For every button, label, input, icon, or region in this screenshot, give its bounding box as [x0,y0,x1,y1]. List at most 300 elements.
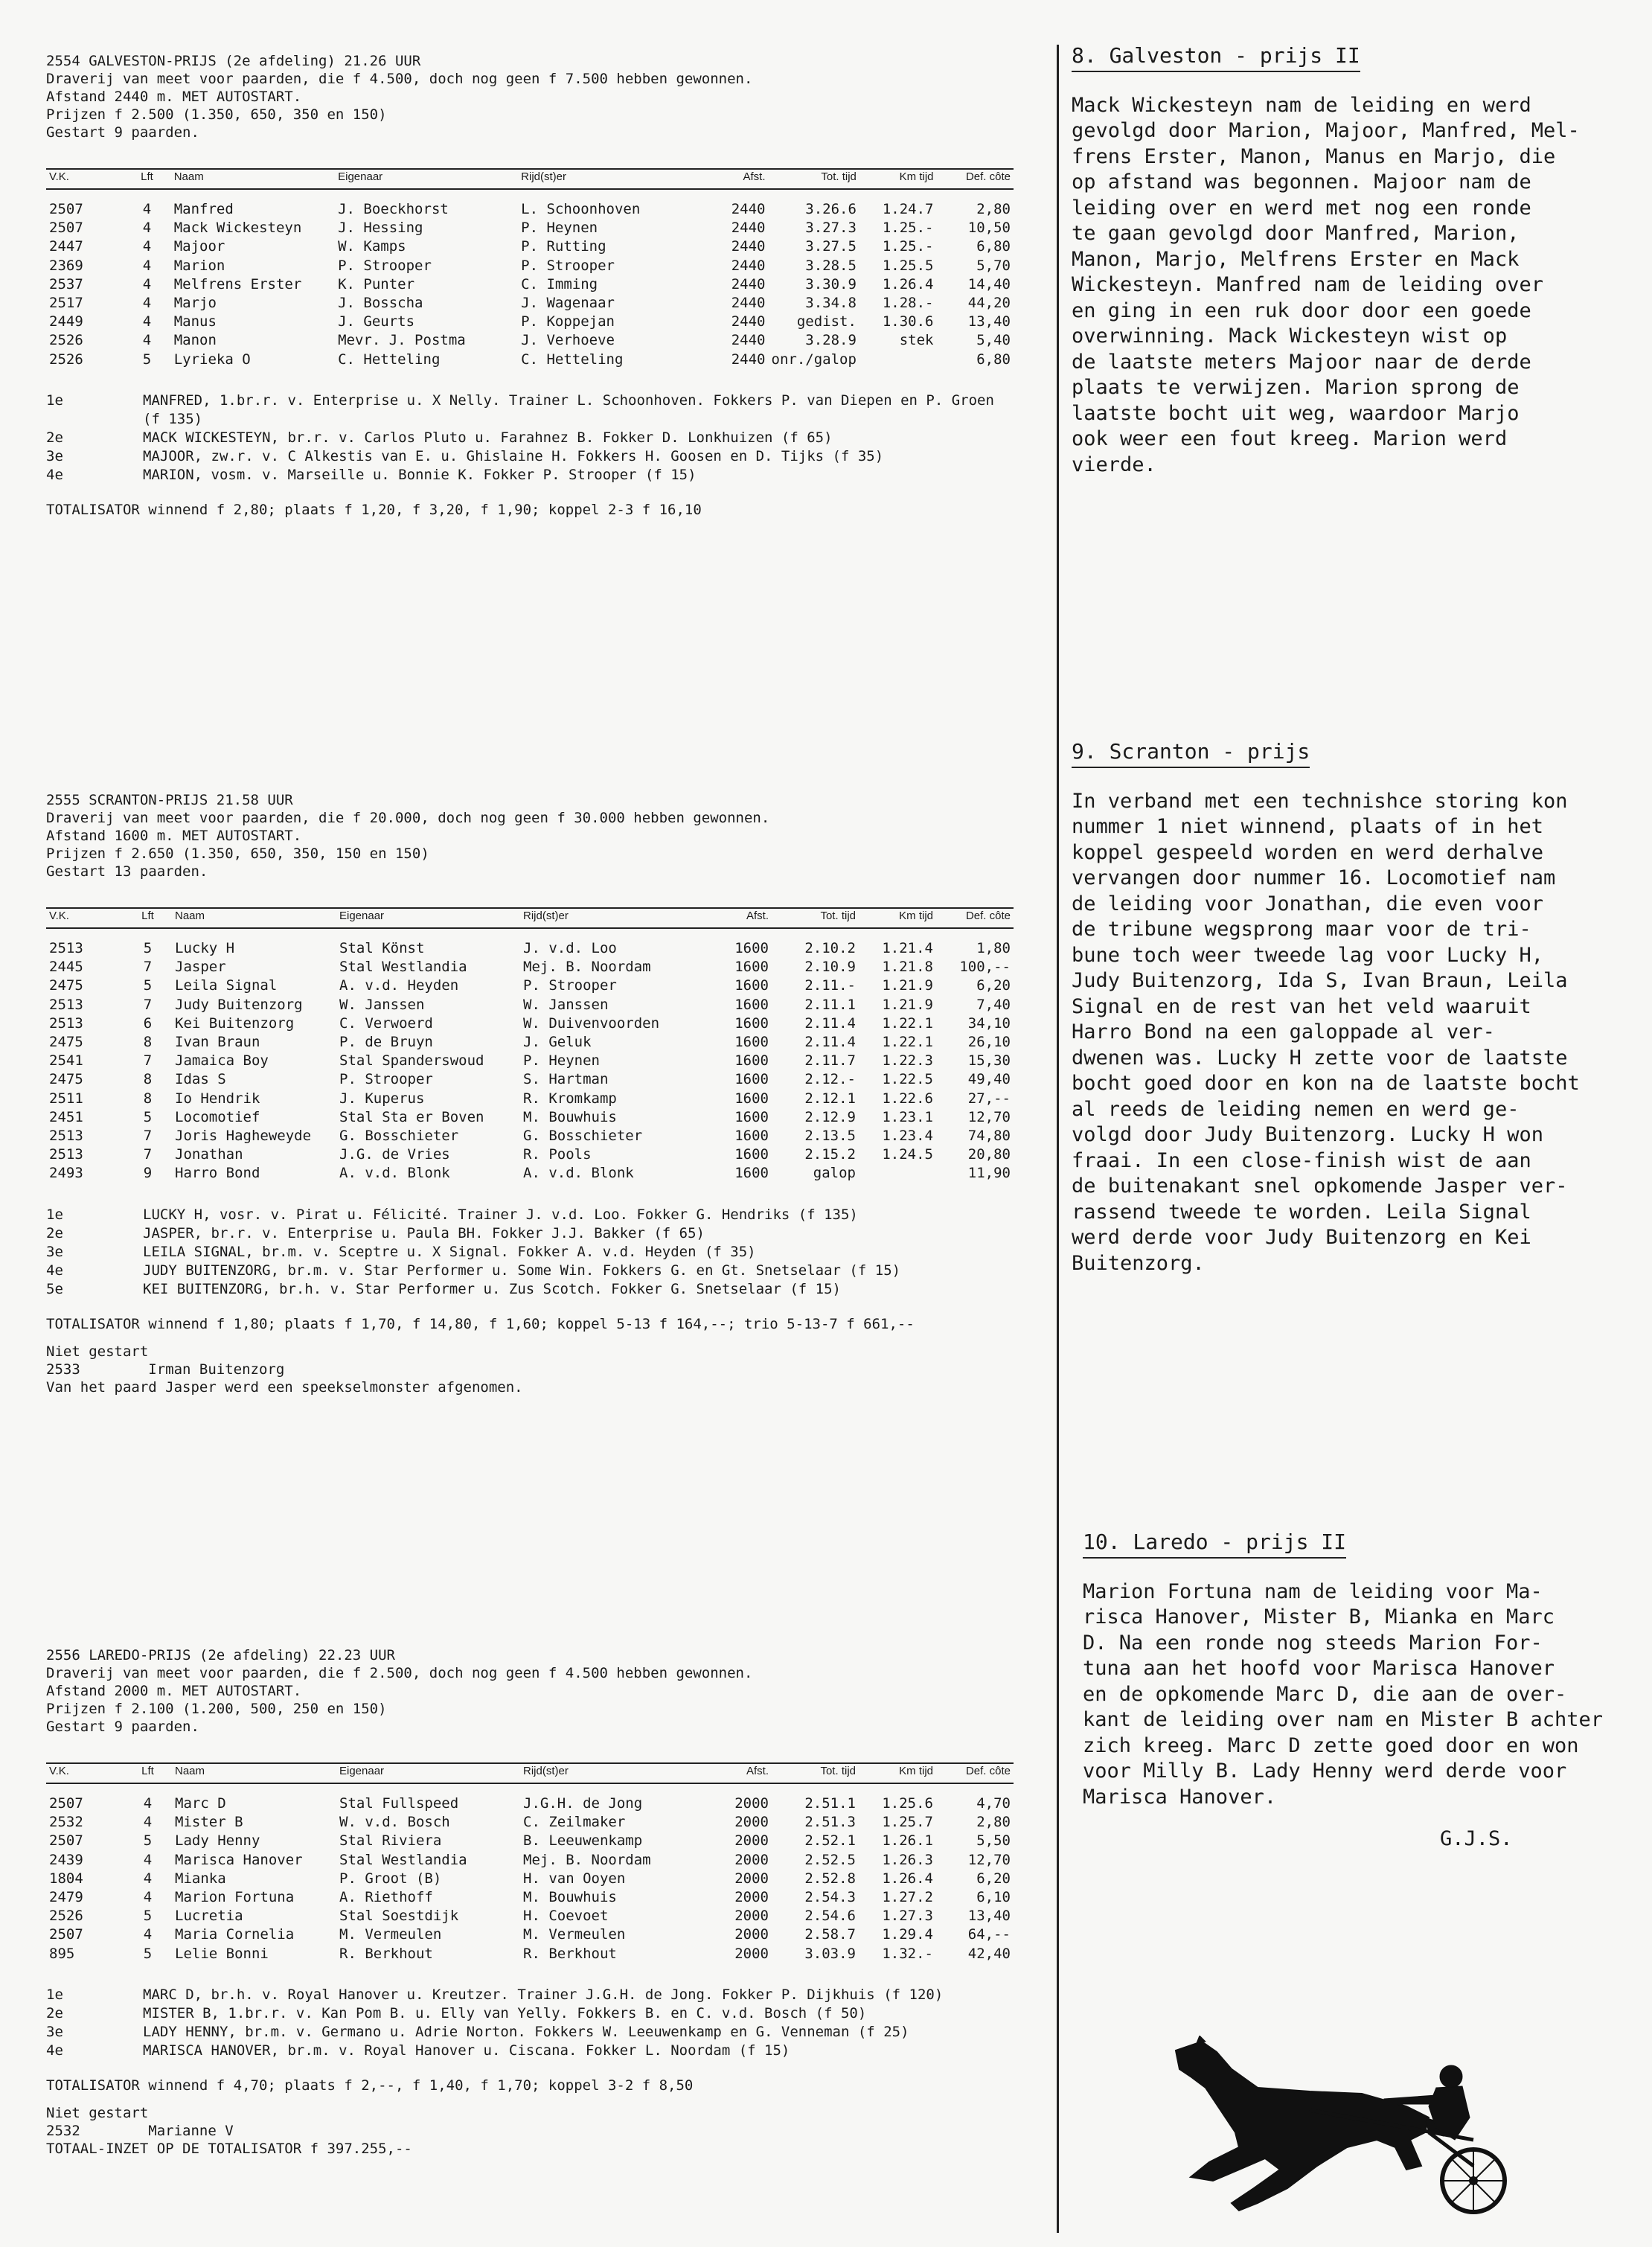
table-cell: C. Hetteling [338,351,441,368]
placing-item [46,1224,1014,1243]
table-cell: P. de Bruyn [339,1034,433,1051]
table-cell: 6,20 [976,1870,1011,1887]
table-cell: 7 [143,959,153,976]
table-cell: 1600 [734,1052,769,1070]
table-cell: G. Bosschieter [523,1128,643,1145]
table-cell: 4 [143,1926,153,1943]
table-cell: P. Rutting [521,238,606,255]
table-cell: Marjo [173,295,217,312]
placing-text: MARC D, br.h. v. Royal Hanover u. Kreutzer. Trainer J.G.H. de Jong. Fokker P. Dijkhuis (f 120) [143,1986,944,2003]
table-cell: 2000 [734,1870,769,1887]
table-cell [859,1164,936,1183]
table-cell: 1600 [734,1108,769,1125]
report-title: 10. Laredo - prijs II [1083,1530,1346,1559]
table-row [46,1870,1014,1888]
race-header-line: Gestart 9 paarden. [46,1719,199,1735]
table-cell: 2000 [734,1832,769,1850]
table-cell: J. Verhoeve [521,332,615,349]
table-cell: Stal Könst [339,940,425,956]
table-cell: 5,70 [976,257,1011,274]
table-cell: 5 [143,1908,153,1925]
table-cell: 2475 [49,1071,83,1088]
table-cell: stek [899,332,934,349]
table-cell: W. Kamps [338,238,406,255]
placing-item [46,2042,1014,2060]
table-cell: 2517 [49,295,83,312]
race-header-line: Prijzen f 2.650 (1.350, 650, 350, 150 en 150) [46,846,429,862]
table-row [46,928,1014,958]
table-cell: 4 [142,332,152,349]
table-cell: Jonathan [175,1146,243,1163]
table-cell: 1.21.4 [882,940,933,956]
table-cell: Jamaica Boy [175,1052,269,1070]
table-cell: J. Kuperus [339,1090,425,1107]
placing-position: 2e [46,1224,63,1241]
column-header: Def. côte [936,908,1014,928]
table-cell: 2.13.5 [804,1128,856,1145]
table-cell: A. v.d. Blonk [523,1165,634,1182]
table-cell: Mianka [175,1870,226,1887]
table-cell: R. Berkhout [339,1945,433,1962]
race-header-line: 2556 LAREDO-PRIJS (2e afdeling) 22.23 UUR [46,1647,395,1663]
table-cell: 27,-- [967,1090,1011,1107]
table-cell: 1.25.- [882,238,934,255]
race-header-line: Draverij van meet voor paarden, die f 4.500, doch nog geen f 7.500 hebben gewonnen. [46,71,753,87]
table-cell: Majoor [173,238,225,255]
table-cell: 13,40 [967,313,1011,330]
placing-text: LUCKY H, vosr. v. Pirat u. Félicité. Trainer J. v.d. Loo. Fokker G. Hendriks (f 135) [143,1206,858,1223]
table-cell: 6,80 [976,238,1011,255]
table-cell: 1.24.5 [882,1146,933,1163]
table-cell: 2513 [49,1146,83,1163]
table-cell: 1.24.7 [882,201,934,217]
table-cell: 2.54.3 [804,1889,856,1906]
results-table [46,907,1014,1183]
table-cell: K. Punter [338,275,415,293]
table-row [46,331,1014,350]
table-cell: 4 [143,1851,153,1868]
placing-text: LEILA SIGNAL, br.m. v. Sceptre u. X Signal. Fokker A. v.d. Heyden (f 35) [143,1243,756,1260]
table-cell: 1600 [734,1146,769,1163]
table-cell: Manus [173,313,217,330]
column-header: V.K. [46,908,124,928]
totalisator: TOTALISATOR winnend f 2,80; plaats f 1,20, f 3,20, f 1,90; koppel 2-3 f 16,10 [46,501,702,518]
placing-position: 4e [46,466,63,483]
table-cell: 1.23.4 [882,1128,933,1145]
table-cell: 5 [142,351,152,368]
table-cell: Mack Wickesteyn [173,220,302,237]
table-cell: Mej. B. Noordam [523,959,651,976]
table-cell: Harro Bond [175,1165,260,1182]
table-cell: P. Heynen [523,1052,600,1070]
table-cell: H. van Ooyen [523,1870,626,1887]
column-header: Eigenaar [335,169,518,189]
table-cell: 2000 [734,1795,769,1812]
table-cell: Marc D [175,1795,226,1812]
race-header-line: Afstand 2000 m. MET AUTOSTART. [46,1683,302,1699]
table-cell: J. Bosscha [338,295,423,312]
table-row [46,219,1014,237]
table-cell: 2.12.9 [804,1108,856,1125]
table-cell: 2449 [49,313,83,330]
placing-position: 3e [46,2023,63,2040]
table-cell: Joris Hagheweyde [175,1128,312,1145]
placing-text: MACK WICKESTEYN, br.r. v. Carlos Pluto u. Farahnez B. Fokker D. Lonkhuizen (f 65) [143,429,833,446]
table-cell: 2440 [731,295,766,312]
placing-position: 5e [46,1280,63,1297]
table-cell: W. Janssen [339,996,425,1013]
race-header-line: Gestart 13 paarden. [46,863,208,880]
placing-item [46,1280,1014,1299]
table-cell: 3.30.9 [805,275,857,293]
race-header [46,1646,1014,1736]
table-cell: 5 [143,940,153,956]
table-cell: 2.54.6 [804,1908,856,1925]
table-cell: 1.29.4 [882,1926,933,1943]
table-cell: C. Hetteling [521,351,624,368]
placing-text: JASPER, br.r. v. Enterprise u. Paula BH. Fokker J.J. Bakker (f 65) [143,1224,705,1241]
table-cell: Locomotief [175,1108,260,1125]
table-cell: Lyrieka O [173,351,251,368]
table-cell: Mevr. J. Postma [338,332,466,349]
table-cell: Marisca Hanover [175,1851,303,1868]
table-cell: 3.28.5 [805,257,857,274]
table-cell: 2513 [49,1014,83,1032]
table-cell: 1.27.2 [882,1889,933,1906]
table-row [46,1851,1014,1870]
table-cell: 2541 [49,1052,83,1070]
table-cell: onr./galop [771,351,857,368]
table-cell: Kei Buitenzorg [175,1014,295,1032]
table-cell: Ivan Braun [175,1034,260,1051]
table-cell: Stal Riviera [339,1832,442,1850]
table-cell: 74,80 [967,1128,1011,1145]
table-cell: 8 [143,1071,153,1088]
table-cell: P. Groot (B) [339,1870,442,1887]
table-cell: 6,10 [976,1889,1011,1906]
table-cell: 7 [143,1052,153,1070]
table-cell: 1600 [734,1090,769,1107]
placing-item [46,466,1014,485]
table-row [46,1945,1014,1963]
table-cell: 2479 [49,1889,83,1906]
placing-item [46,1243,1014,1262]
table-cell: 2526 [49,332,83,349]
table-cell: 2451 [49,1108,83,1125]
table-cell: J.G. de Vries [339,1146,450,1163]
table-cell: R. Pools [523,1146,592,1163]
table-cell: Stal Sta er Boven [339,1108,484,1125]
harness-racing-horse-icon [1161,2036,1511,2222]
table-cell: 2440 [731,351,766,368]
placing-text: MARISCA HANOVER, br.m. v. Royal Hanover u. Ciscana. Fokker L. Noordam (f 15) [143,2042,790,2059]
table-cell: J. Geluk [523,1034,592,1051]
totalisator: TOTALISATOR winnend f 1,80; plaats f 1,70, f 14,80, f 1,60; koppel 5-13 f 164,--; trio 5-13-7 f 661,-- [46,1315,915,1332]
table-cell: 15,30 [967,1052,1011,1070]
table-cell: 1600 [734,1165,769,1182]
race-header-line: Afstand 2440 m. MET AUTOSTART. [46,89,302,105]
table-cell: Stal Soestdijk [339,1908,459,1925]
column-header: Km tijd [859,1763,936,1783]
table-cell: R. Kromkamp [523,1090,617,1107]
table-cell: 2.51.1 [804,1795,856,1812]
table-cell: Maria Cornelia [175,1926,295,1943]
column-header: Lft [124,908,172,928]
placing-item [46,1206,1014,1224]
placing-position: 4e [46,1262,63,1279]
race-header-line: Draverij van meet voor paarden, die f 2.500, doch nog geen f 4.500 hebben gewonnen. [46,1665,753,1681]
table-cell: 1.32.- [882,1945,933,1962]
table-cell: 1600 [734,1034,769,1051]
table-cell: 2.51.3 [804,1814,856,1831]
table-cell: 2.11.7 [804,1052,856,1070]
table-cell: C. Zeilmaker [523,1814,626,1831]
table-cell: M. Vermeulen [339,1926,442,1943]
table-cell: 5,50 [976,1832,1011,1850]
race-2554 [46,52,1014,520]
table-cell: 4 [142,220,152,237]
table-cell: 2.12.- [804,1071,856,1088]
table-cell: B. Leeuwenkamp [523,1832,643,1850]
table-cell: Marion Fortuna [175,1889,295,1906]
table-cell: 2.11.1 [804,996,856,1013]
table-cell: 1.21.9 [882,977,933,994]
table-cell: 4 [142,275,152,293]
table-row [46,1090,1014,1108]
table-cell: 2526 [49,351,83,368]
column-divider [1057,45,1059,2233]
table-cell: 44,20 [967,295,1011,312]
table-cell: 2.11.- [804,977,856,994]
table-cell: 2440 [731,220,766,237]
report-scranton [1072,739,1580,1276]
table-cell: Jasper [175,959,226,976]
table-cell: Manon [173,332,217,349]
table-cell: 1600 [734,959,769,976]
table-cell: C. Verwoerd [339,1014,433,1032]
table-cell: M. Bouwhuis [523,1108,617,1125]
table-cell: 2513 [49,996,83,1013]
table-cell: 2493 [49,1165,83,1182]
race-header-line: Prijzen f 2.100 (1.200, 500, 250 en 150) [46,1701,387,1717]
race-2555 [46,791,1014,1396]
table-cell: gedist. [796,313,857,330]
table-row [46,958,1014,977]
table-cell: 2.58.7 [804,1926,856,1943]
table-row [46,1783,1014,1813]
table-cell: 8 [143,1090,153,1107]
column-header: Eigenaar [336,1763,520,1783]
table-cell: 1600 [734,940,769,956]
table-cell: 2.52.1 [804,1832,856,1850]
table-cell: 8 [143,1034,153,1051]
table-cell: 2507 [49,201,83,217]
table-row [46,1070,1014,1089]
table-cell: P. Strooper [339,1071,433,1088]
table-row [46,1127,1014,1145]
table-cell: 1.21.8 [882,959,933,976]
column-header: Def. côte [937,169,1014,189]
not-started-line: 2533 Irman Buitenzorg [46,1361,285,1378]
not-started [46,2104,1014,2158]
table-cell: 2000 [734,1851,769,1868]
table-cell: 4 [143,1870,153,1887]
table-cell: Judy Buitenzorg [175,996,303,1013]
placing-text: MISTER B, 1.br.r. v. Kan Pom B. u. Elly van Yelly. Fokkers B. en C. v.d. Bosch (f 50) [143,2004,867,2021]
column-header: V.K. [46,169,123,189]
placing-position: 2e [46,429,63,446]
table-row [46,257,1014,275]
table-cell: 2507 [49,220,83,237]
table-cell [859,351,937,369]
table-row [46,313,1014,331]
table-cell: 1.22.5 [882,1071,933,1088]
table-cell: A. v.d. Heyden [339,977,459,994]
table-cell: Stal Westlandia [339,959,467,976]
table-cell: 2447 [49,238,83,255]
table-cell: J. Hessing [338,220,423,237]
column-header: Rijd(st)er [520,1763,704,1783]
report-title: 8. Galveston - prijs II [1072,43,1360,72]
table-cell: W. Janssen [523,996,609,1013]
table-cell: 2445 [49,959,83,976]
table-cell: 6,80 [976,351,1011,368]
table-cell: Stal Fullspeed [339,1795,459,1812]
table-cell: 42,40 [967,1945,1011,1962]
placing-item [46,2004,1014,2023]
report-text: Mack Wickesteyn nam de leiding en werd gevolgd door Marion, Majoor, Manfred, Mel- frens Erster, Manon, Manus en Marjo, die op afstand was begonnen. Majoor nam de leiding over en werd met nog een ronde te gaan gevolgd door Manfred, Marion, Manon, Marjo, Melfrens Erster en Mack Wickesteyn. Manfred nam de leiding over en ging in een ruk door door een goede overwinning. Mack Wickesteyn wist op de laatste meters Majoor naar de derde plaats te verwijzen. Marion sprong de laatste bocht uit weg, waardoor Marjo ook weer een fout kreeg. Marion werd vierde. [1072,93,1580,476]
placing-position: 3e [46,447,63,464]
race-header [46,791,1014,880]
table-row [46,237,1014,256]
column-header: Naam [171,169,335,189]
table-cell: 1.25.6 [882,1795,933,1812]
table-cell: 1.28.- [882,295,934,312]
table-cell: 2440 [731,257,766,274]
table-row [46,1907,1014,1925]
race-header-line: Prijzen f 2.500 (1.350, 650, 350 en 150) [46,106,387,123]
table-cell: 2.12.1 [804,1090,856,1107]
table-cell: 1600 [734,1014,769,1032]
table-cell: 2.10.2 [804,940,856,956]
column-header: Lft [124,1763,172,1783]
table-cell: Idas S [175,1071,226,1088]
table-cell: 3.03.9 [804,1945,856,1962]
placing-position: 3e [46,1243,63,1260]
table-row [46,189,1014,219]
column-header: Km tijd [859,169,937,189]
table-cell: 2.15.2 [804,1146,856,1163]
table-cell: 2440 [731,275,766,293]
table-cell: 2369 [49,257,83,274]
table-row [46,1108,1014,1127]
table-cell: 13,40 [967,1908,1011,1925]
table-cell: G. Bosschieter [339,1128,459,1145]
table-cell: 20,80 [967,1146,1011,1163]
not-started [46,1343,1014,1396]
table-cell: C. Imming [521,275,598,293]
table-cell: 2526 [49,1908,83,1925]
table-cell: 2.11.4 [804,1034,856,1051]
column-header: Naam [172,908,336,928]
table-cell: 6,20 [976,977,1011,994]
table-cell: 2.11.4 [804,1014,856,1032]
table-cell: 1,80 [976,940,1011,956]
table-cell: 3.28.9 [805,332,857,349]
table-cell: 49,40 [967,1071,1011,1088]
column-header: Rijd(st)er [518,169,701,189]
table-cell: J. Geurts [338,313,415,330]
placing-position: 4e [46,2042,63,2059]
table-cell: 2000 [734,1889,769,1906]
table-cell: P. Strooper [523,977,617,994]
table-cell: 14,40 [967,275,1011,293]
column-header: Rijd(st)er [520,908,704,928]
table-cell: 9 [143,1165,153,1182]
table-cell: 1.21.9 [882,996,933,1013]
table-cell: 34,10 [967,1014,1011,1032]
placing-item [46,1986,1014,2004]
table-cell: P. Strooper [338,257,432,274]
table-cell: 100,-- [959,959,1011,976]
table-cell: 1600 [734,996,769,1013]
table-cell: 1.25.- [882,220,934,237]
table-cell: 2537 [49,275,83,293]
table-cell: 895 [49,1945,75,1962]
not-started-line: Niet gestart [46,1343,149,1360]
table-cell: 4 [143,1795,153,1812]
table-cell: J.G.H. de Jong [523,1795,643,1812]
table-cell: 2511 [49,1090,83,1107]
table-cell: 4 [143,1889,153,1906]
column-header: Km tijd [859,908,936,928]
table-cell: 3.34.8 [805,295,857,312]
table-cell: 1.22.3 [882,1052,933,1070]
table-cell: Mej. B. Noordam [523,1851,651,1868]
table-cell: M. Vermeulen [523,1926,626,1943]
table-row [46,1145,1014,1164]
table-cell: 2507 [49,1926,83,1943]
placing-text: JUDY BUITENZORG, br.m. v. Star Performer u. Some Win. Fokkers G. en Gt. Snetselaar (f 15) [143,1262,901,1279]
table-cell: 1804 [49,1870,83,1887]
table-cell: J. v.d. Loo [523,940,617,956]
table-cell: Io Hendrik [175,1090,260,1107]
column-header: Lft [123,169,170,189]
table-cell: 2440 [731,201,766,217]
author-signature: G.J.S. [1440,1827,1513,1850]
table-cell: 2,80 [976,201,1011,217]
placing-text: KEI BUITENZORG, br.h. v. Star Performer u. Zus Scotch. Fokker G. Snetselaar (f 15) [143,1280,841,1297]
table-cell: 1.25.7 [882,1814,933,1831]
table-row [46,294,1014,313]
table-row [46,1014,1014,1033]
table-cell: A. v.d. Blonk [339,1165,450,1182]
placing-item [46,429,1014,447]
report-title: 9. Scranton - prijs [1072,739,1310,768]
table-cell: 10,50 [967,220,1011,237]
table-row [46,1832,1014,1850]
table-row [46,1888,1014,1907]
column-header: Tot. tijd [772,1763,859,1783]
column-header: Def. côte [936,1763,1014,1783]
table-cell: 64,-- [967,1926,1011,1943]
column-header: Eigenaar [336,908,520,928]
race-header-line: Afstand 1600 m. MET AUTOSTART. [46,828,302,844]
table-cell: 11,90 [967,1165,1011,1182]
table-cell: 2513 [49,1128,83,1145]
placing-position: 2e [46,2004,63,2021]
table-row [46,977,1014,995]
